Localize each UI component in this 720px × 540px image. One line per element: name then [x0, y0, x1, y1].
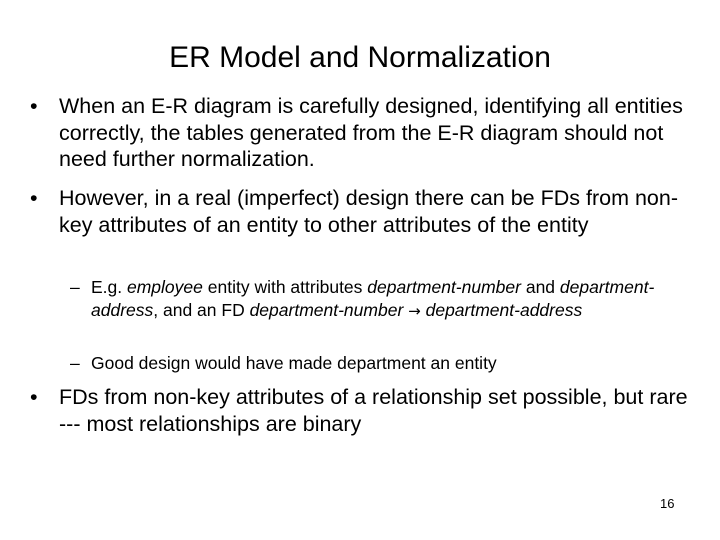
bullet-marker: • [30, 186, 38, 210]
bullet-item [30, 384, 700, 437]
italic-term: department-number [367, 277, 521, 297]
sub-bullet-item [70, 352, 670, 375]
italic-term: department-number [249, 299, 404, 320]
dash-marker: – [70, 277, 80, 297]
bullet-item [30, 93, 700, 173]
text-run: , and an FD [153, 299, 250, 320]
text-run: E.g. [91, 277, 127, 297]
text-run: and [520, 277, 560, 297]
italic-term: department-address [425, 299, 583, 320]
text-run: entity with attributes [202, 277, 368, 297]
italic-term: department-address [91, 277, 655, 320]
slide-title: ER Model and Normalization [169, 41, 551, 74]
sub-bullet-item [70, 276, 670, 322]
bullet-marker: • [30, 94, 38, 118]
bullet-marker: • [30, 385, 38, 409]
italic-term: employee [127, 277, 203, 297]
right-arrow-icon: → [408, 301, 421, 320]
bullet-text: However, in a real (imperfect) design there can be FDs from non-key attributes of an entity to other attributes of the entity [59, 186, 678, 237]
page-number: 16 [660, 496, 675, 511]
bullet-text: FDs from non-key attributes of a relationship set possible, but rare --- most relationships are binary [59, 385, 688, 436]
sub-bullet-text [70, 276, 670, 322]
bullet-text: When an E-R diagram is carefully designed, identifying all entities correctly, the tables generated from the E-R diagram should not need further normalization. [59, 94, 683, 171]
dash-marker: – [70, 353, 80, 373]
sub-bullet-text: Good design would have made department an entity [91, 353, 497, 373]
bullet-item [30, 185, 700, 238]
